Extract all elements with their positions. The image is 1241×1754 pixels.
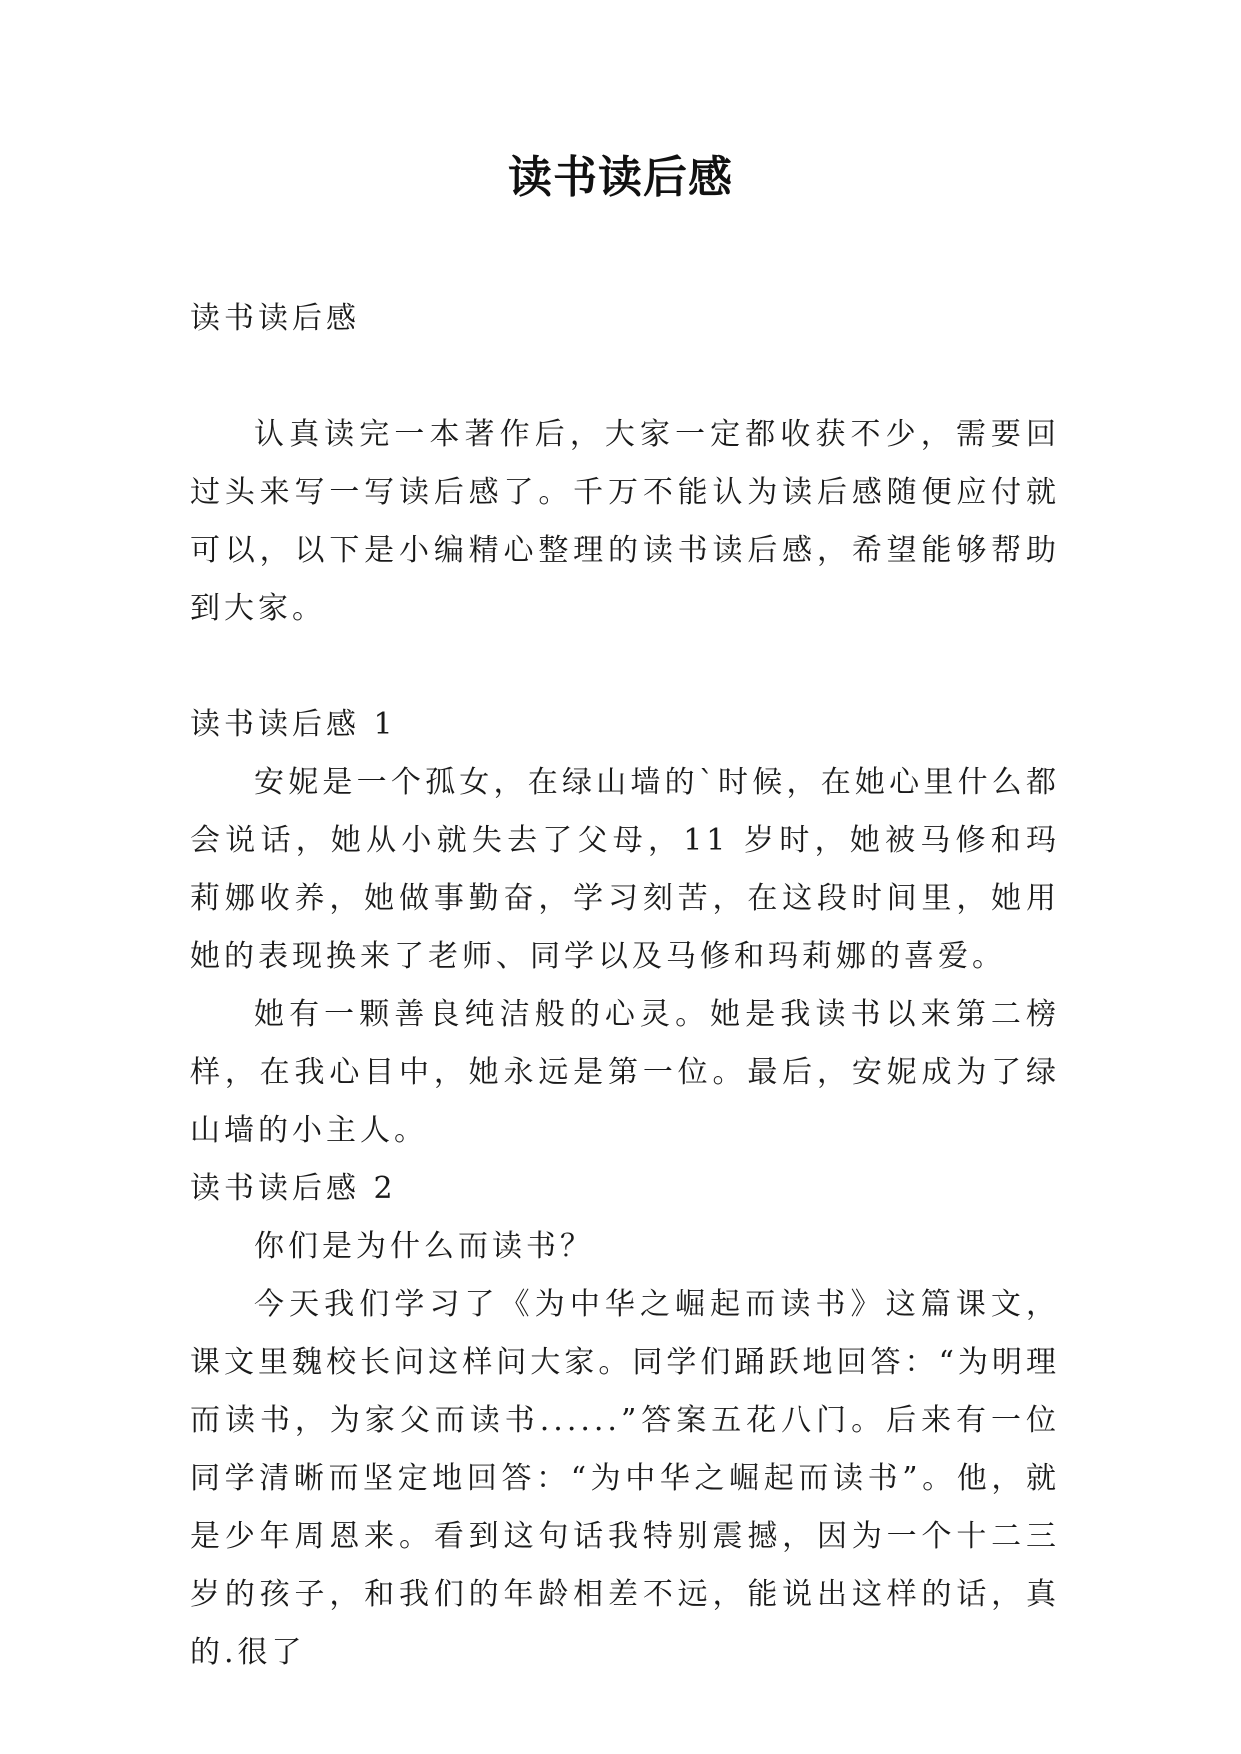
section-1-paragraph-2: 她有一颗善良纯洁般的心灵。她是我读书以来第二榜样，在我心目中，她永远是第一位。最后，安妮成为了绿山墙的小主人。 xyxy=(190,997,1060,1148)
document-title: 读书读后感 xyxy=(508,152,733,203)
section-2-paragraph-1: 你们是为什么而读书？ xyxy=(254,1229,594,1264)
section-heading-1: 读书读后感 1 xyxy=(190,707,397,742)
section-2-paragraph-2: 今天我们学习了《为中华之崛起而读书》这篇课文，课文里魏校长问这样问大家。同学们踊跃地回答：“为明理而读书，为家父而读书......”答案五花八门。后来有一位同学清晰而坚定地回答：“为中华之崛起而读书”。他，就是少年周恩来。看到这句话我特别震撼，因为一个十二三岁的孩子，和我们的年龄相差不远，能说出这样的话，真的.很了 xyxy=(190,1287,1060,1670)
intro-paragraph: 认真读完一本著作后，大家一定都收获不少，需要回过头来写一写读后感了。千万不能认为读后感随便应付就可以，以下是小编精心整理的读书读后感，希望能够帮助到大家。 xyxy=(190,417,1060,626)
section-1-paragraph-1: 安妮是一个孤女，在绿山墙的`时候，在她心里什么都会说话，她从小就失去了父母，11 岁时，她被马修和玛莉娜收养，她做事勤奋，学习刻苦，在这段时间里，她用她的表现换来了老师、同学以及马修和玛莉娜的喜爱。 xyxy=(190,765,1060,974)
section-heading-2: 读书读后感 2 xyxy=(190,1171,397,1206)
body-heading: 读书读后感 xyxy=(190,301,360,336)
document-body xyxy=(190,290,1060,1682)
